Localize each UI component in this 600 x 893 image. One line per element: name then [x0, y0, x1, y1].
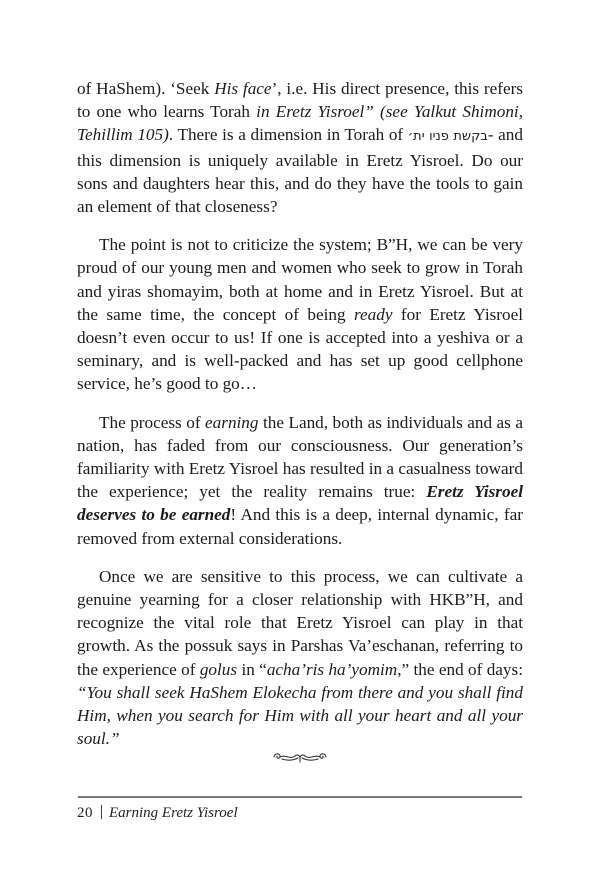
page-body — [77, 77, 523, 765]
paragraph-4 — [77, 565, 523, 751]
body-text: The point is not to criticize the system; B”H, we can be very proud of our young men and women who seek to grow in Torah and yiras shomayim, both at home and in Eretz Yisroel. But at the same time, the concept of being — [77, 235, 523, 324]
emphasis-text: earning — [205, 412, 259, 432]
body-text: ’, i.e. His direct presence, this refers to one who learns Torah — [77, 79, 523, 122]
footer-rule — [78, 796, 522, 798]
emphasis-text: Eretz Yisroel deserves to be earned — [77, 482, 523, 525]
body-text: ,” the end of days: — [397, 659, 523, 679]
body-text: . There is a dimension in Torah of — [168, 125, 408, 145]
hebrew-phrase: בקשת פניו ית׳ — [407, 129, 488, 145]
emphasis-text: His face — [214, 79, 272, 98]
emphasis-text: “You shall seek HaShem Elokecha from there and you shall find Him, when you search for Him with all your heart and all your soul.” — [77, 682, 523, 749]
body-text: the Land, both as individuals and as a nation, has faded from our consciousness. Our generation’s familiarity with Eretz Yisroel has resulted in a casualness toward the experience; yet the reality remains true: — [77, 412, 523, 502]
running-title: Earning Eretz Yisroel — [109, 805, 238, 821]
emphasis-text: in Eretz Yisroel” (see Yalkut Shimoni, Tehillim 105) — [77, 102, 523, 145]
footer-separator — [101, 805, 102, 819]
page-number: 20 — [77, 805, 93, 821]
body-text: for Eretz Yisroel doesn’t even occur to us! If one is accepted into a yeshiva or a seminary, and is well-packed and has set up good cellphone service, he’s good to go… — [77, 304, 523, 394]
emphasis-text: golus — [199, 659, 238, 679]
scroll-flourish-icon — [270, 748, 330, 766]
emphasis-text: ready — [353, 304, 393, 324]
body-text: ! And this is a deep, internal dynamic, far removed from external considerations. — [77, 505, 523, 548]
body-text: in “ — [237, 659, 267, 679]
paragraph-1 — [77, 77, 523, 218]
body-text: The process of — [99, 412, 206, 432]
body-text: - and this dimension is uniquely available in Eretz Yisroel. Do our sons and daughters hear this, and do they have the tools to gain an element of that closeness? — [77, 125, 523, 217]
paragraph-2 — [77, 233, 523, 395]
emphasis-text: acha’ris ha’yomim — [266, 659, 398, 679]
body-text: of HaShem). ‘Seek — [77, 79, 215, 98]
body-text: Once we are sensitive to this process, we can cultivate a genuine yearning for a closer relationship with HKB”H, and recognize the vital role that Eretz Yisroel can play in that growth. As the possuk says in Parshas Va’eschanan, referring to the experience of — [77, 566, 523, 679]
paragraph-3 — [77, 411, 523, 550]
page-footer — [77, 805, 238, 822]
